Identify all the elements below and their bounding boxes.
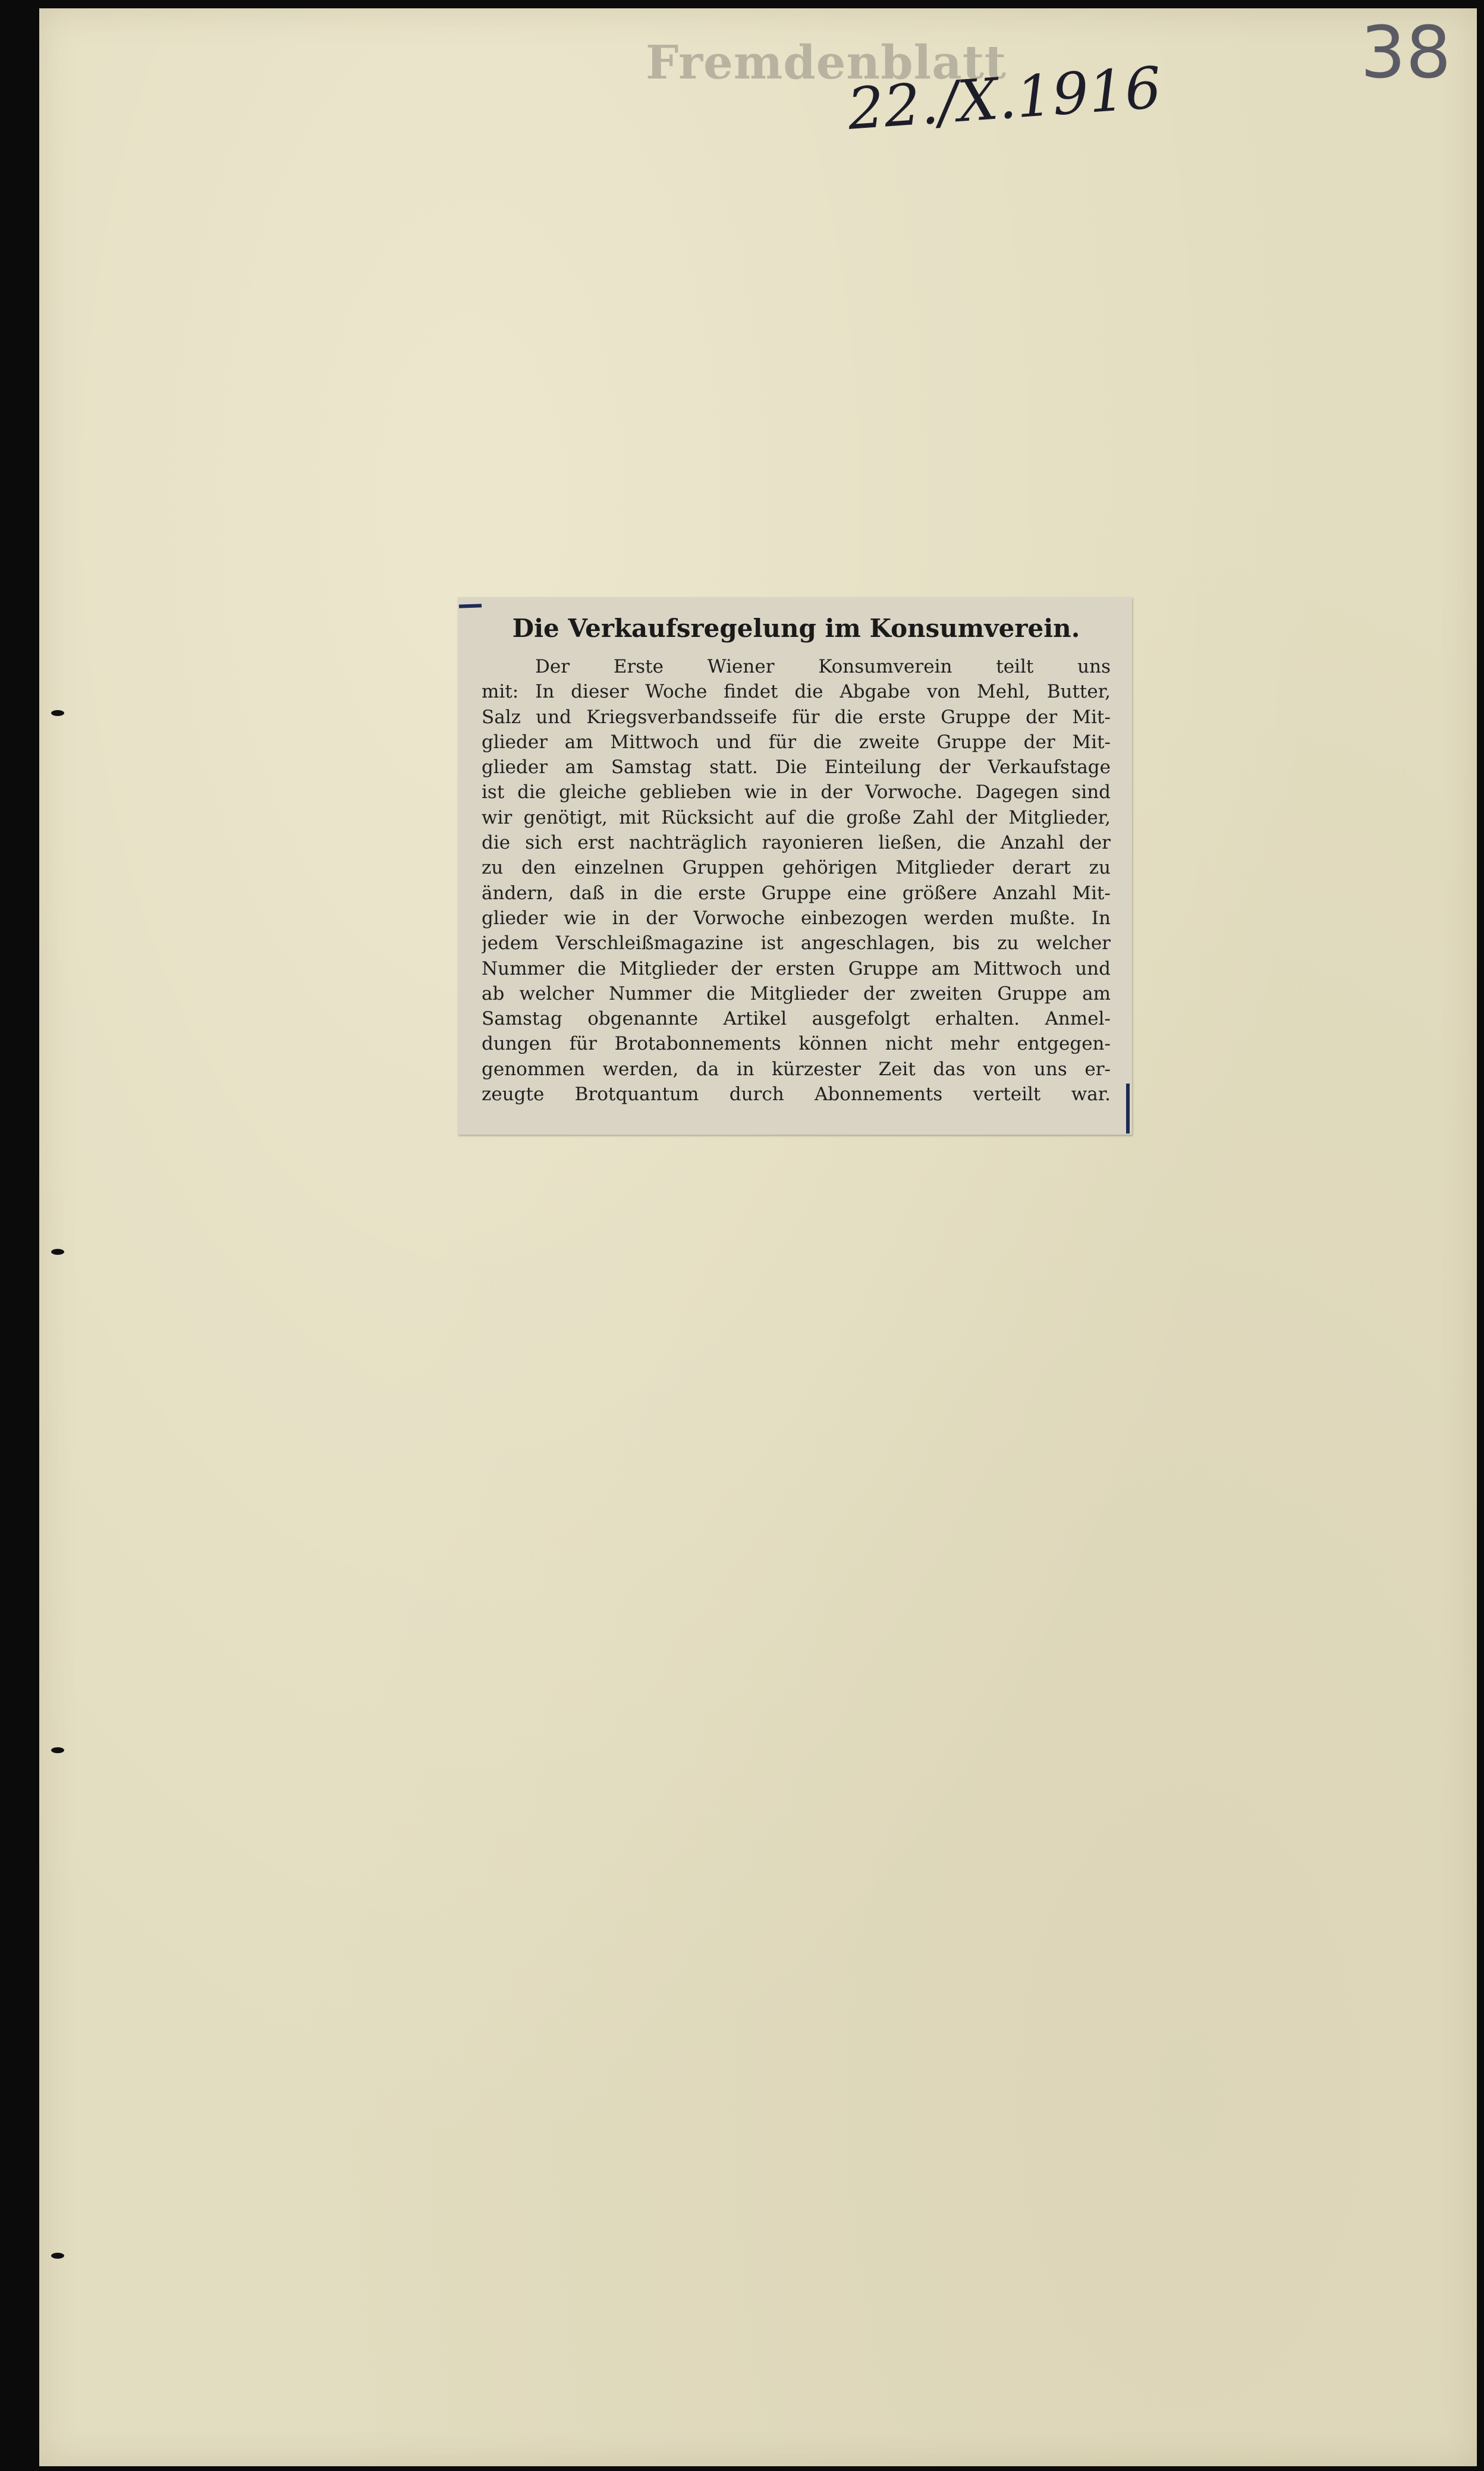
article-line: mit: In dieser Woche findet die Abgabe von Mehl, Butter, [482, 681, 1111, 703]
binding-hole [51, 1747, 64, 1753]
article-line: glieder am Mittwoch und für die zweite Gruppe der Mit- [482, 731, 1111, 753]
article-line: Samstag obgenannte Artikel ausgefolgt erhalten. Anmel- [482, 1008, 1111, 1030]
article-line: dungen für Brotabonnements können nicht mehr entgegen- [482, 1033, 1111, 1055]
binding-hole [51, 710, 64, 716]
article-line: Der Erste Wiener Konsumverein teilt uns [535, 656, 1111, 677]
handwritten-date: 22./X.1916 [845, 54, 1164, 143]
newspaper-clipping [458, 597, 1132, 1135]
archive-sheet [39, 8, 1477, 2466]
article-line: zeugte Brotquantum durch Abonnements verteilt war. [482, 1084, 1111, 1106]
article-line: genommen werden, da in kürzester Zeit das von uns er- [482, 1058, 1111, 1080]
binding-hole [51, 1249, 64, 1255]
article-headline: Die Verkaufsregelung im Konsumverein. [512, 614, 1080, 643]
article-line: wir genötigt, mit Rücksicht auf die große Zahl der Mitglieder, [482, 806, 1111, 828]
article-line: jedem Verschleißmagazine ist angeschlagen, bis zu welcher [482, 932, 1111, 955]
article-line: Salz und Kriegsverbandsseife für die erste Gruppe der Mit- [482, 706, 1111, 728]
article-line: ändern, daß in die erste Gruppe eine größere Anzahl Mit- [482, 882, 1111, 904]
pen-mark [1126, 1084, 1130, 1134]
page-number: 38 [1360, 12, 1451, 95]
binding-hole [51, 2253, 64, 2259]
article-body [482, 654, 1111, 1107]
article-line: Nummer die Mitglieder der ersten Gruppe am Mittwoch und [482, 957, 1111, 979]
article-line: zu den einzelnen Gruppen gehörigen Mitglieder derart zu [482, 857, 1111, 879]
article-line: ab welcher Nummer die Mitglieder der zweiten Gruppe am [482, 982, 1111, 1004]
article-line: die sich erst nachträglich rayonieren ließen, die Anzahl der [482, 832, 1111, 854]
article-line: glieder wie in der Vorwoche einbezogen werden mußte. In [482, 907, 1111, 929]
newspaper-stamp: Fremdenblatt [646, 36, 1007, 90]
article-line: ist die gleiche geblieben wie in der Vorwoche. Dagegen sind [482, 781, 1111, 803]
article-line: glieder am Samstag statt. Die Einteilung der Verkaufstage [482, 756, 1111, 778]
